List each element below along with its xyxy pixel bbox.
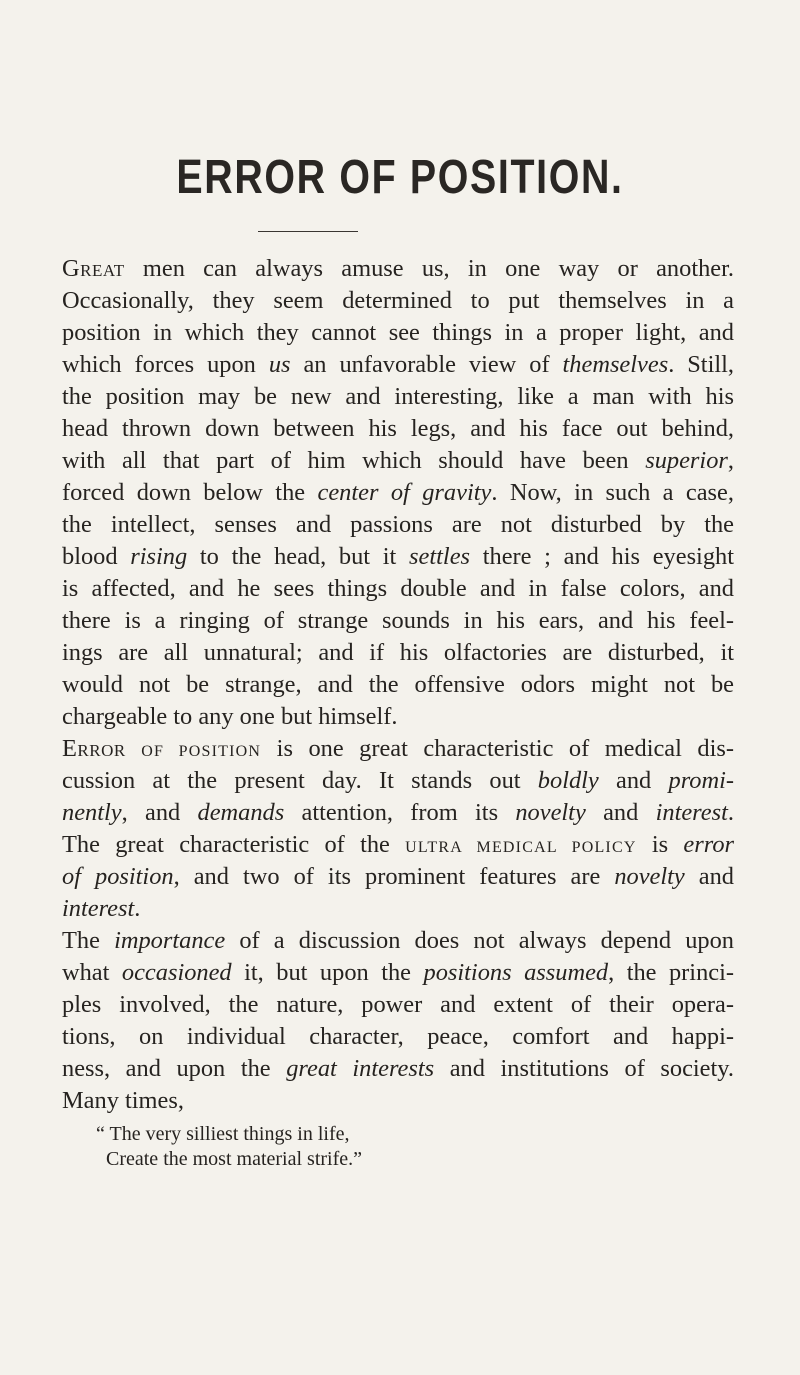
text-run: novelty	[614, 863, 685, 890]
text-run: of position	[62, 863, 174, 890]
text-run: boldly	[537, 767, 599, 794]
text-run: .	[727, 799, 734, 826]
paragraph-1-line	[62, 605, 734, 637]
text-run: Great	[62, 255, 125, 282]
text-run: ULTRA MEDICAL POLICY	[405, 839, 637, 856]
text-run: ples involved, the nature, power and extent of their opera-	[62, 991, 734, 1018]
text-run: occasioned	[121, 959, 232, 986]
text-run: importance	[114, 927, 226, 954]
text-run: promi-	[668, 767, 734, 794]
paragraph-2-line	[62, 765, 734, 797]
text-run: to the head, but it	[187, 543, 410, 570]
text-run: attention, from its	[284, 799, 516, 826]
text-run: interest	[655, 799, 728, 826]
text-run: there is a ringing of strange sounds in his ears, and his feel-	[62, 607, 734, 634]
paragraph-3-line	[62, 1085, 734, 1117]
text-run: error	[683, 831, 735, 858]
paragraph-1-line	[62, 477, 734, 509]
text-run: positions assumed	[423, 959, 609, 986]
text-run: the intellect, senses and passions are not disturbed by the	[62, 511, 734, 538]
paragraph-2-line	[62, 797, 734, 829]
paragraph-1-line	[62, 541, 734, 573]
text-run: ness, and upon the	[62, 1055, 287, 1082]
text-run: ,	[727, 447, 734, 474]
text-run: an unfavorable view of	[290, 351, 563, 378]
paragraph-1-line	[62, 509, 734, 541]
text-run: would not be strange, and the offensive odors might not be	[62, 671, 734, 698]
paragraph-1-line	[62, 349, 734, 381]
text-run: and	[598, 767, 669, 794]
paragraph-1-line	[62, 381, 734, 413]
text-run: nently	[62, 799, 122, 826]
text-run: head thrown down between his legs, and his face out behind,	[62, 415, 734, 442]
text-run: Many times,	[62, 1087, 184, 1114]
text-run: cussion at the present day. It stands out	[62, 767, 538, 794]
text-run: center of gravity	[317, 479, 492, 506]
text-run: . Still,	[668, 351, 735, 378]
text-run: us	[268, 351, 291, 378]
text-run: what	[62, 959, 122, 986]
text-run: , and two of its prominent features are	[173, 863, 615, 890]
text-run: novelty	[515, 799, 586, 826]
text-run: is	[636, 831, 684, 858]
text-run: is one great characteristic of medical dis-	[261, 735, 734, 762]
text-run: and	[684, 863, 734, 890]
text-run: interest	[62, 895, 135, 922]
text-run: , the princi-	[608, 959, 735, 986]
paragraph-2-line	[62, 829, 734, 864]
paragraph-1-line	[62, 669, 734, 701]
paragraph-1-line	[62, 253, 734, 285]
text-run: OF POSITION	[141, 743, 262, 760]
paragraph-3-line	[62, 925, 734, 957]
text-run: superior	[645, 447, 728, 474]
text-run: demands	[197, 799, 285, 826]
text-run: settles	[409, 543, 471, 570]
text-run: position in which they cannot see things in a proper light, and	[62, 319, 734, 346]
text-run: chargeable to any one but himself.	[62, 703, 398, 730]
paragraph-3-line	[62, 989, 734, 1021]
text-run: it, but upon the	[231, 959, 424, 986]
text-run: themselves	[562, 351, 669, 378]
paragraph-1-line	[62, 413, 734, 445]
text-run: rising	[130, 543, 188, 570]
paragraph-2-line	[62, 861, 734, 893]
text-run: ings are all unnatural; and if his olfactories are disturbed, it	[62, 639, 734, 666]
paragraph-1-line	[62, 285, 734, 317]
quote-line: Create the most material strife.”	[106, 1148, 363, 1170]
text-run: which forces upon	[62, 351, 269, 378]
quote-line: “ The very silliest things in life,	[96, 1123, 350, 1145]
text-run: Error	[62, 735, 126, 762]
text-run: .	[134, 895, 141, 922]
text-run: is affected, and he sees things double and in false colors, and	[62, 575, 734, 602]
text-run: the position may be new and interesting, like a man with his	[62, 383, 734, 410]
text-run: and	[585, 799, 656, 826]
text-run: Occasionally, they seem determined to put themselves in a	[62, 287, 734, 314]
paragraph-1-line	[62, 701, 734, 733]
text-run: The great characteristic of the	[62, 831, 406, 858]
text-run: men can always amuse us, in one way or another.	[124, 255, 734, 282]
text-run: tions, on individual character, peace, comfort and happi-	[62, 1023, 734, 1050]
paragraph-1-line	[62, 637, 734, 669]
text-run: with all that part of him which should have been	[62, 447, 646, 474]
text-run	[126, 735, 142, 762]
paragraph-1-line	[62, 445, 734, 477]
paragraph-3-line	[62, 957, 734, 989]
text-run: and institutions of society.	[434, 1055, 734, 1082]
text-run: there ; and his eyesight	[470, 543, 735, 570]
text-run: great interests	[286, 1055, 435, 1082]
paragraph-2-line	[62, 893, 734, 925]
text-run: , and	[121, 799, 198, 826]
paragraph-3-line	[62, 1021, 734, 1053]
paragraph-1-line	[62, 573, 734, 605]
paragraph-2-line	[62, 733, 734, 768]
paragraph-3-line	[62, 1053, 734, 1085]
text-run: blood	[62, 543, 131, 570]
text-run: of a discussion does not always depend upon	[225, 927, 734, 954]
text-run: The	[62, 927, 115, 954]
paragraph-1-line	[62, 317, 734, 349]
text-run: forced down below the	[62, 479, 318, 506]
page-title: ERROR OF POSITION.	[176, 151, 624, 204]
text-run: . Now, in such a case,	[491, 479, 734, 506]
